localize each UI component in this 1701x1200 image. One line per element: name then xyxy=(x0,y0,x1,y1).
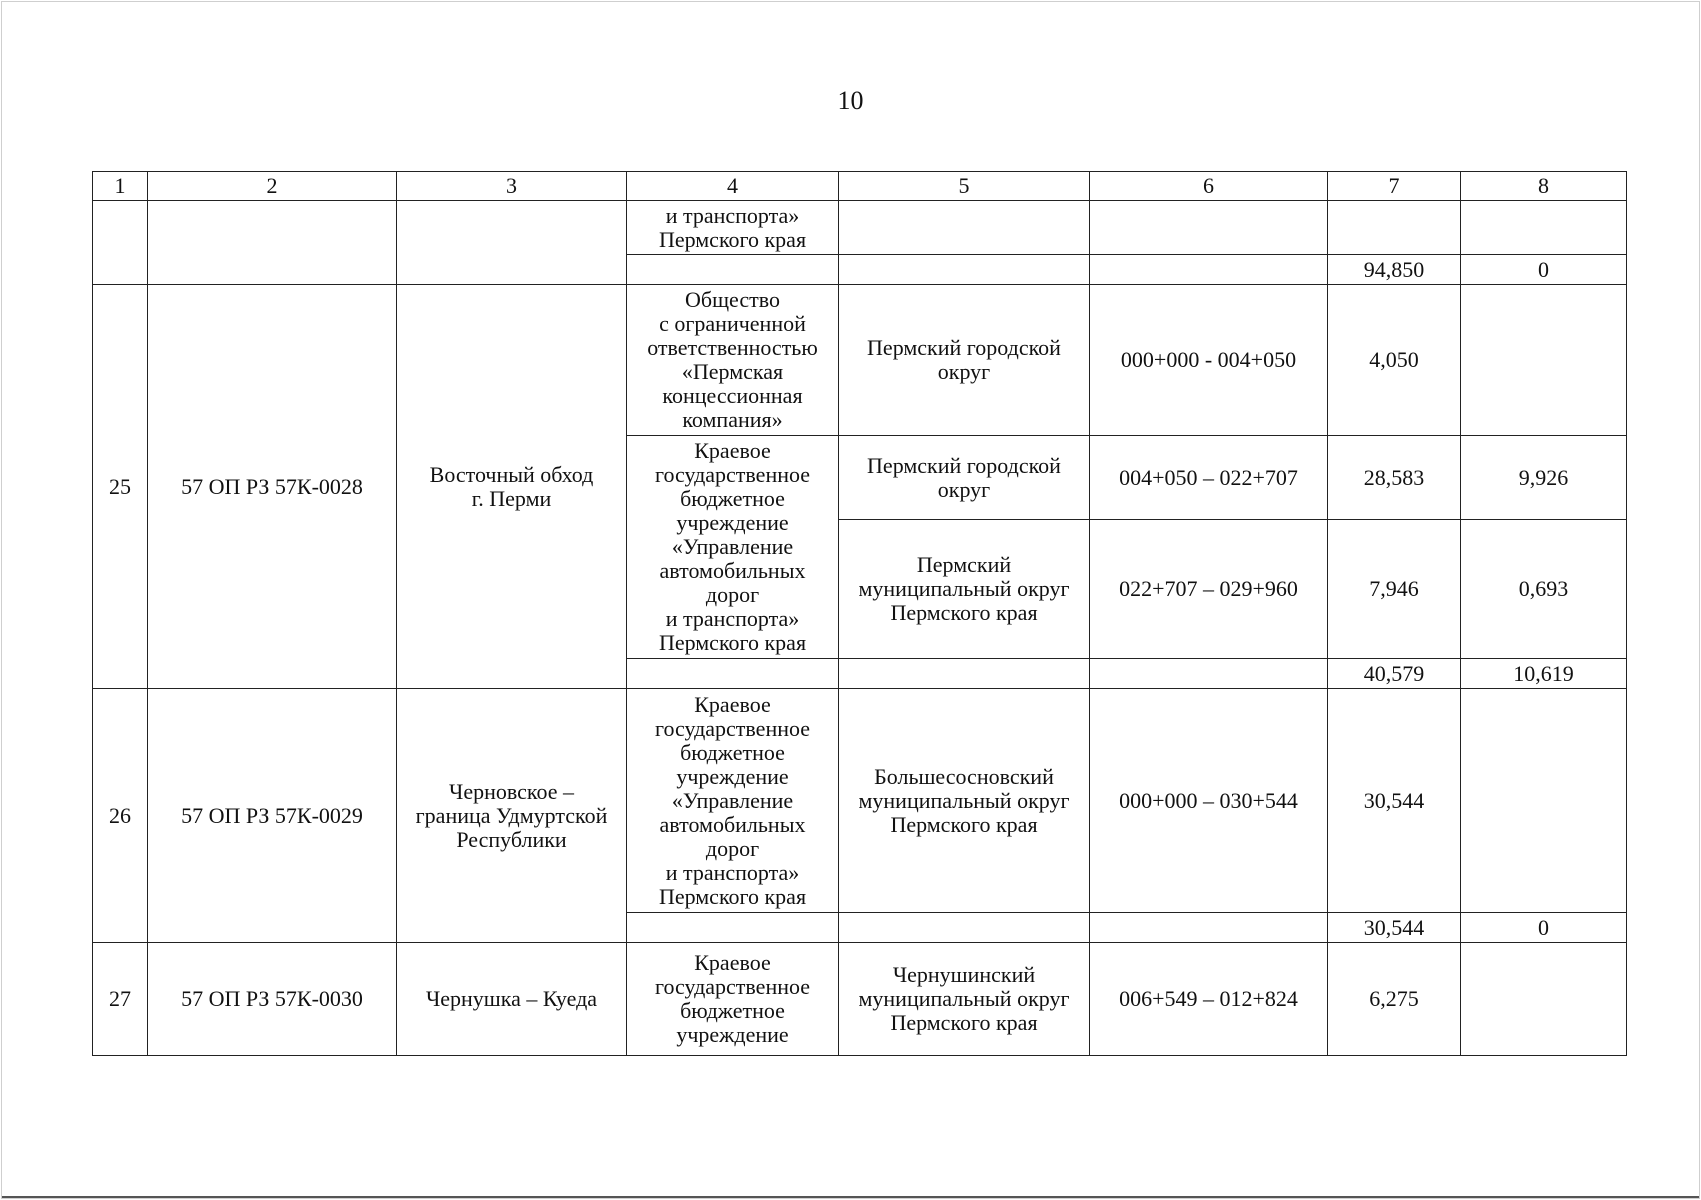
column-number-row xyxy=(93,172,1627,201)
cell-length: 30,544 xyxy=(1328,689,1461,913)
cell-area: Пермский городской округ xyxy=(839,285,1090,436)
cell-range: 000+000 – 030+544 xyxy=(1090,689,1328,913)
total-length: 30,544 xyxy=(1328,913,1461,943)
cell-code: 57 ОП РЗ 57К-0030 xyxy=(148,943,397,1056)
column-number: 3 xyxy=(397,172,627,201)
cell-range: 006+549 – 012+824 xyxy=(1090,943,1328,1056)
cell-road-name: Черновское – граница Удмуртской Республики xyxy=(397,689,627,943)
column-number: 8 xyxy=(1461,172,1627,201)
total-length: 40,579 xyxy=(1328,659,1461,689)
cell-other xyxy=(1461,201,1627,255)
cell-area xyxy=(839,201,1090,255)
cell-code: 57 ОП РЗ 57К-0028 xyxy=(148,285,397,689)
table-row xyxy=(93,689,1627,913)
scan-edge xyxy=(2,1196,1699,1198)
table-row xyxy=(93,285,1627,436)
cell-other xyxy=(1461,689,1627,913)
cell-area xyxy=(839,913,1090,943)
cell-length: 28,583 xyxy=(1328,436,1461,520)
cell-code: 57 ОП РЗ 57К-0029 xyxy=(148,689,397,943)
cell-area xyxy=(839,255,1090,285)
cell-road-name: Чернушка – Куеда xyxy=(397,943,627,1056)
table-row xyxy=(93,943,1627,1056)
cell-number: 26 xyxy=(93,689,148,943)
cell-code xyxy=(148,201,397,285)
cell-number: 25 xyxy=(93,285,148,689)
total-other: 0 xyxy=(1461,913,1627,943)
total-length: 94,850 xyxy=(1328,255,1461,285)
column-number: 5 xyxy=(839,172,1090,201)
column-number: 1 xyxy=(93,172,148,201)
cell-road-name: Восточный обход г. Перми xyxy=(397,285,627,689)
cell-number xyxy=(93,201,148,285)
total-other: 0 xyxy=(1461,255,1627,285)
cell-other xyxy=(1461,285,1627,436)
table-row xyxy=(93,201,1627,255)
column-number: 7 xyxy=(1328,172,1461,201)
cell-range xyxy=(1090,255,1328,285)
cell-length xyxy=(1328,201,1461,255)
cell-range: 022+707 – 029+960 xyxy=(1090,520,1328,659)
cell-area: Пермский городской округ xyxy=(839,436,1090,520)
cell-number: 27 xyxy=(93,943,148,1056)
roads-table xyxy=(92,171,1627,1056)
cell-road-name xyxy=(397,201,627,285)
column-number: 4 xyxy=(627,172,839,201)
cell-other: 9,926 xyxy=(1461,436,1627,520)
cell-area: Большесосновский муниципальный округ Пермского края xyxy=(839,689,1090,913)
cell-range xyxy=(1090,659,1328,689)
cell-organization xyxy=(627,913,839,943)
cell-range xyxy=(1090,201,1328,255)
cell-organization: Краевое государственное бюджетное учреждение «Управление автомобильных дорог и транспорта» Пермского края xyxy=(627,436,839,659)
cell-range: 000+000 - 004+050 xyxy=(1090,285,1328,436)
column-number: 6 xyxy=(1090,172,1328,201)
cell-organization: и транспорта» Пермского края xyxy=(627,201,839,255)
column-number: 2 xyxy=(148,172,397,201)
cell-length: 7,946 xyxy=(1328,520,1461,659)
cell-other: 0,693 xyxy=(1461,520,1627,659)
cell-organization: Краевое государственное бюджетное учреждение xyxy=(627,943,839,1056)
cell-range xyxy=(1090,913,1328,943)
cell-organization: Общество с ограниченной ответственностью «Пермская концессионная компания» xyxy=(627,285,839,436)
cell-organization xyxy=(627,659,839,689)
cell-length: 4,050 xyxy=(1328,285,1461,436)
cell-range: 004+050 – 022+707 xyxy=(1090,436,1328,520)
cell-area xyxy=(839,659,1090,689)
page-number: 10 xyxy=(837,86,864,115)
cell-organization xyxy=(627,255,839,285)
cell-organization: Краевое государственное бюджетное учреждение «Управление автомобильных дорог и транспорта» Пермского края xyxy=(627,689,839,913)
cell-other xyxy=(1461,943,1627,1056)
cell-area: Чернушинский муниципальный округ Пермского края xyxy=(839,943,1090,1056)
cell-area: Пермский муниципальный округ Пермского края xyxy=(839,520,1090,659)
total-other: 10,619 xyxy=(1461,659,1627,689)
cell-length: 6,275 xyxy=(1328,943,1461,1056)
